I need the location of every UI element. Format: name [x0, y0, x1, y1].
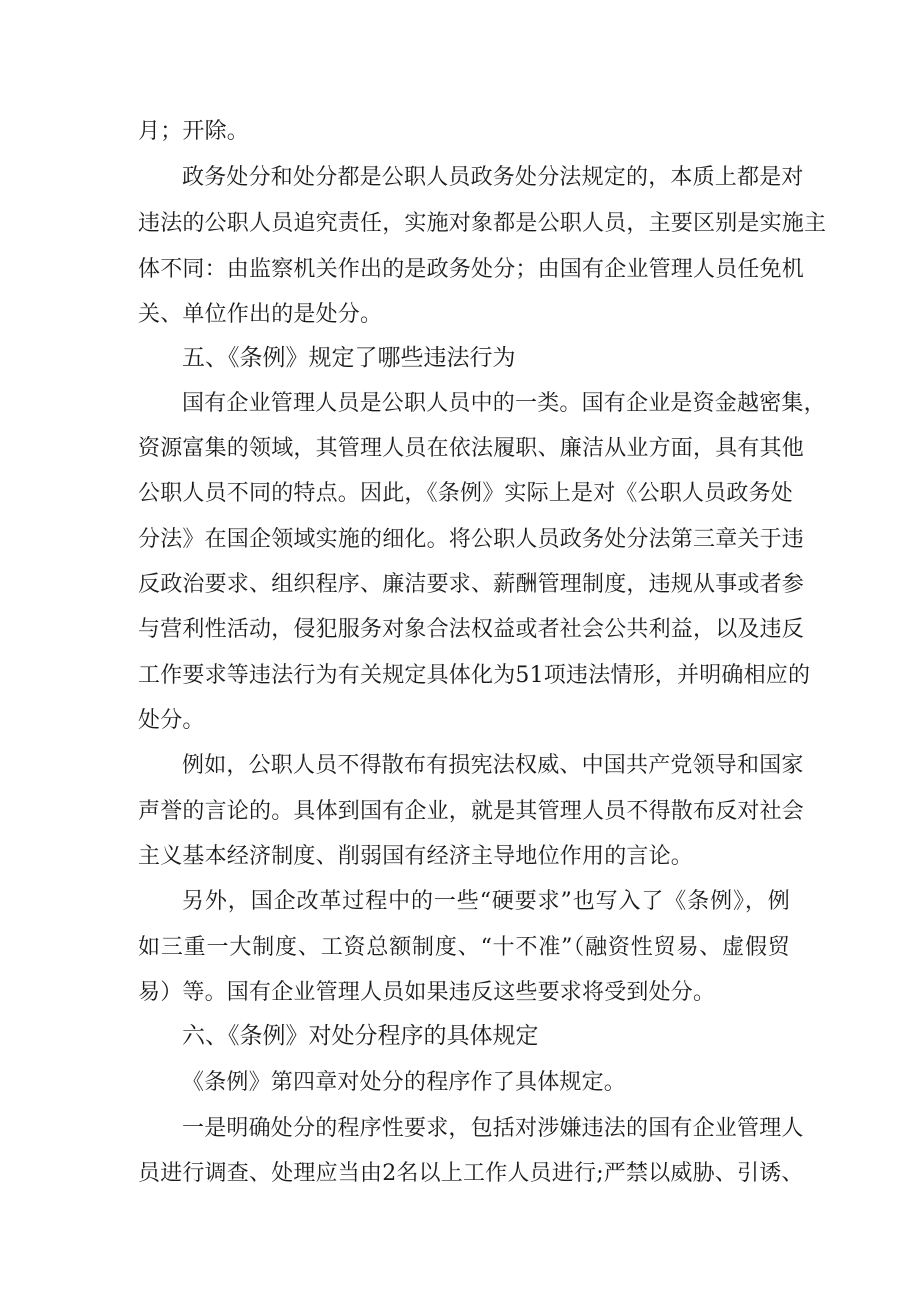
text-line: 工作要求等违法行为有关规定具体化为51项违法情形，并明确相应的	[138, 663, 811, 688]
text-line: 违法的公职人员追究责任，实施对象都是公职人员，主要区别是实施主	[138, 211, 827, 236]
text-line: 《条例》第四章对处分的程序作了具体规定。	[182, 1070, 627, 1095]
text-line: 反政治要求、组织程序、廉洁要求、薪酬管理制度，违规从事或者参	[138, 572, 805, 597]
text-line: 主义基本经济制度、削弱国有经济主导地位作用的言论。	[138, 844, 694, 869]
text-line: 声誉的言论的。具体到国有企业，就是其管理人员不得散布反对社会	[138, 799, 805, 824]
text-line: 公职人员不同的特点。因此，《条例》实际上是对《公职人员政务处	[138, 481, 794, 506]
text-line: 另外，国企改革过程中的一些“硬要求”也写入了《条例》，例	[182, 889, 790, 914]
text-line: 如三重一大制度、工资总额制度、“十不准”（融资性贸易、虚假贸	[138, 935, 790, 960]
text-line: 分法》在国企领域实施的细化。将公职人员政务处分法第三章关于违	[138, 527, 805, 552]
section-heading-six: 六、《条例》对处分程序的具体规定	[182, 1023, 539, 1049]
text-line: 与营利性活动，侵犯服务对象合法权益或者社会公共利益，以及违反	[138, 617, 805, 642]
text-line: 体不同：由监察机关作出的是政务处分；由国有企业管理人员任免机	[138, 257, 805, 282]
text-line: 易）等。国有企业管理人员如果违反这些要求将受到处分。	[138, 980, 716, 1005]
text-line: 政务处分和处分都是公职人员政务处分法规定的，本质上都是对	[182, 165, 804, 190]
text-line: 关、单位作出的是处分。	[138, 302, 383, 327]
text-line: 月；开除。	[138, 119, 250, 144]
text-line: 处分。	[138, 708, 205, 733]
text-line: 例如，公职人员不得散布有损宪法权威、中国共产党领导和国家	[182, 753, 804, 778]
text-line: 员进行调查、处理应当由2名以上工作人员进行;严禁以威胁、引诱、	[138, 1161, 804, 1186]
text-line: 资源富集的领域，其管理人员在依法履职、廉洁从业方面，具有其他	[138, 436, 805, 461]
text-line: 国有企业管理人员是公职人员中的一类。国有企业是资金越密集，	[182, 391, 826, 416]
section-heading-five: 五、《条例》规定了哪些违法行为	[182, 345, 516, 371]
text-line: 一是明确处分的程序性要求，包括对涉嫌违法的国有企业管理人	[182, 1116, 804, 1141]
